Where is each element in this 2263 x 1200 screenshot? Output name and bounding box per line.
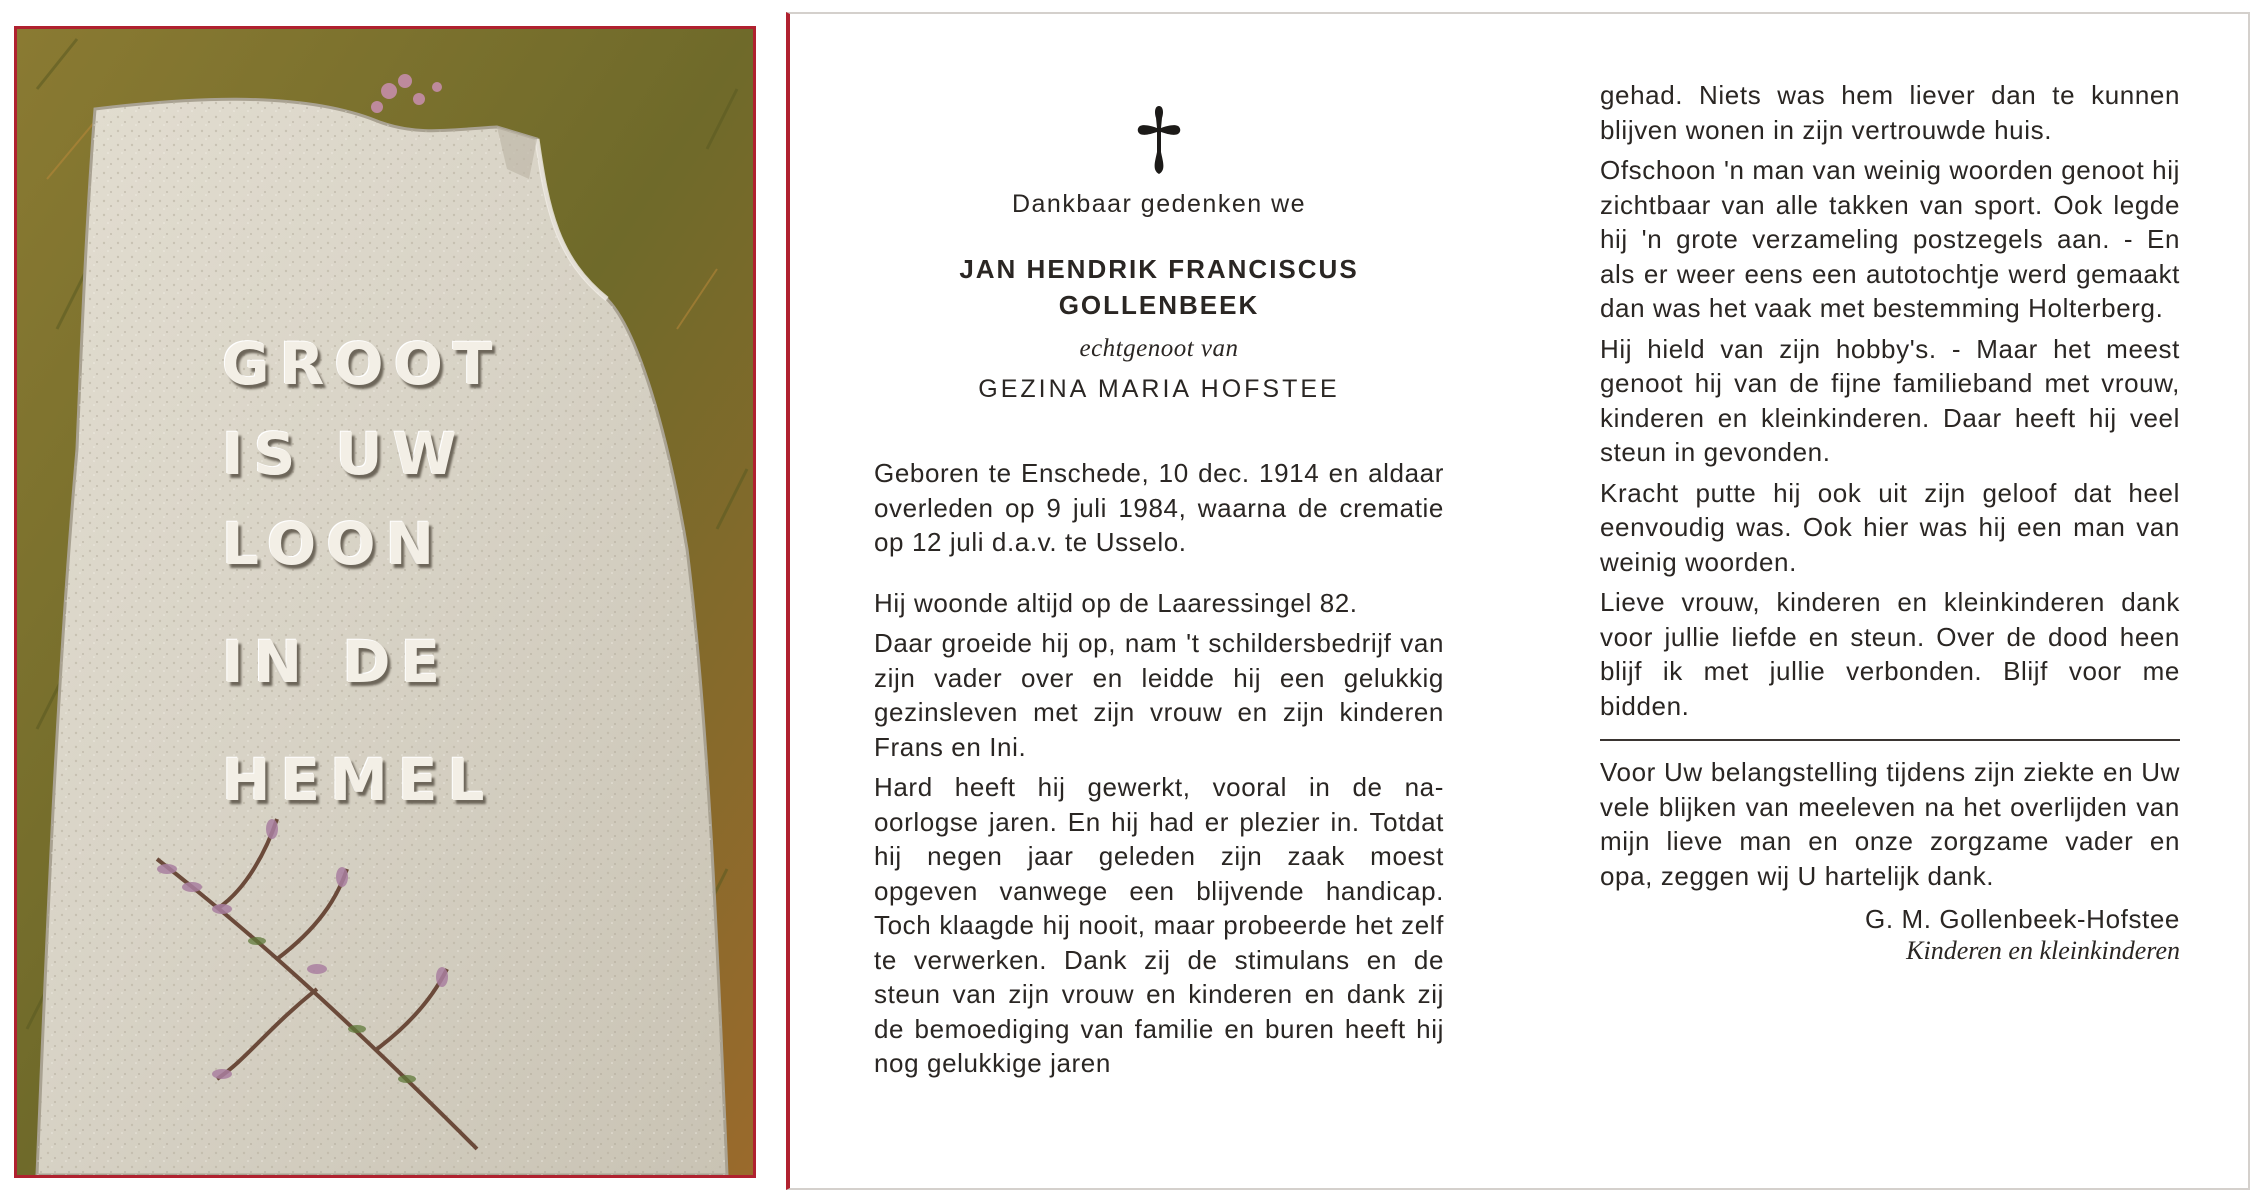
- spouse-name: GEZINA MARIA HOFSTEE: [978, 375, 1340, 403]
- intro-text: Dankbaar gedenken we: [1011, 190, 1307, 218]
- right-column: [1600, 78, 2180, 967]
- divider: [1600, 739, 2180, 741]
- work-paragraph: Hard heeft hij gewerkt, vooral in de na-oorlogse jaren. En hij had er plezier in. Totdat hij negen jaar geleden zijn zaak moest opgeven vanwege een blijvende handicap. Toch klaagde hij nooit, maar probeerde het zelf te verwerken. Dank zij de stimulans en de steun van zijn vrouw en kinderen en dank zij de bemoediging van familie en buren heeft hij nog gelukkige jaren: [874, 772, 1444, 1078]
- deceased-name: [874, 251, 1444, 323]
- spouse-of-label: echtgenoot van: [1079, 335, 1239, 362]
- hobbies-paragraph: Ofschoon 'n man van weinig woorden genoot hij zichtbaar van alle takken van sport. Ook legde hij 'n grote verzameling postzegels aan. - En als er weer eens een autotochtje werd gemaakt dan was het vaak met bestemming Holterberg.: [1600, 155, 2180, 323]
- surname-line: GOLLENBEEK: [1058, 290, 1260, 320]
- cross-icon: [1136, 104, 1182, 176]
- faith-paragraph: Kracht putte hij ook uit zijn geloof dat heel eenvoudig was. Ook hier was hij een man van weinig woorden.: [1600, 477, 2180, 577]
- stone-line: IS UW: [222, 420, 467, 488]
- stone-line: HEMEL: [222, 746, 495, 814]
- stone-line: GROOT: [222, 330, 503, 398]
- birth-death-paragraph: Geboren te Enschede, 10 dec. 1914 en aldaar overleden op 9 juli 1984, waarna de crematie op 12 juli d.a.v. te Usselo.: [874, 458, 1444, 557]
- stone-inscription: [222, 319, 502, 825]
- farewell-paragraph: Lieve vrouw, kinderen en kleinkinderen dank voor jullie liefde en steun. Over de dood heen blijf ik met jullie verbonden. Blijf voor me bidden.: [1600, 587, 2180, 721]
- memorial-photo: [14, 26, 756, 1178]
- signature-subtitle: Kinderen en kleinkinderen: [1906, 936, 2180, 965]
- family-paragraph: Hij hield van zijn hobby's. - Maar het meest genoot hij van de fijne familieband met vrouw, kinderen en kleinkinderen. Daar heeft hij veel steun in gevonden.: [1600, 333, 2180, 467]
- continuation-paragraph: gehad. Niets was hem liever dan te kunnen blijven wonen in zijn vertrouwde huis.: [1600, 80, 2180, 145]
- stone-line: LOON: [222, 510, 445, 578]
- life-paragraph: Daar groeide hij op, nam 't schildersbedrijf van zijn vader over en leidde hij een gelukkig gezinsleven met zijn vrouw en zijn kinderen Frans en Ini.: [874, 628, 1444, 762]
- name-line: JAN HENDRIK FRANCISCUS: [959, 254, 1359, 284]
- signature: G. M. Gollenbeek-Hofstee: [1865, 904, 2180, 934]
- thanks-paragraph: Voor Uw belangstelling tijdens zijn ziekte en Uw vele blijken van meeleven na het overlijden van mijn lieve man en onze zorgzame vader en opa, zeggen wij U hartelijk dank.: [1600, 757, 2180, 891]
- memorial-text-card: [786, 12, 2250, 1190]
- left-column: [874, 104, 1444, 1087]
- residence-paragraph: Hij woonde altijd op de Laaressingel 82.: [874, 587, 1358, 618]
- stone-line: IN DE: [222, 628, 451, 696]
